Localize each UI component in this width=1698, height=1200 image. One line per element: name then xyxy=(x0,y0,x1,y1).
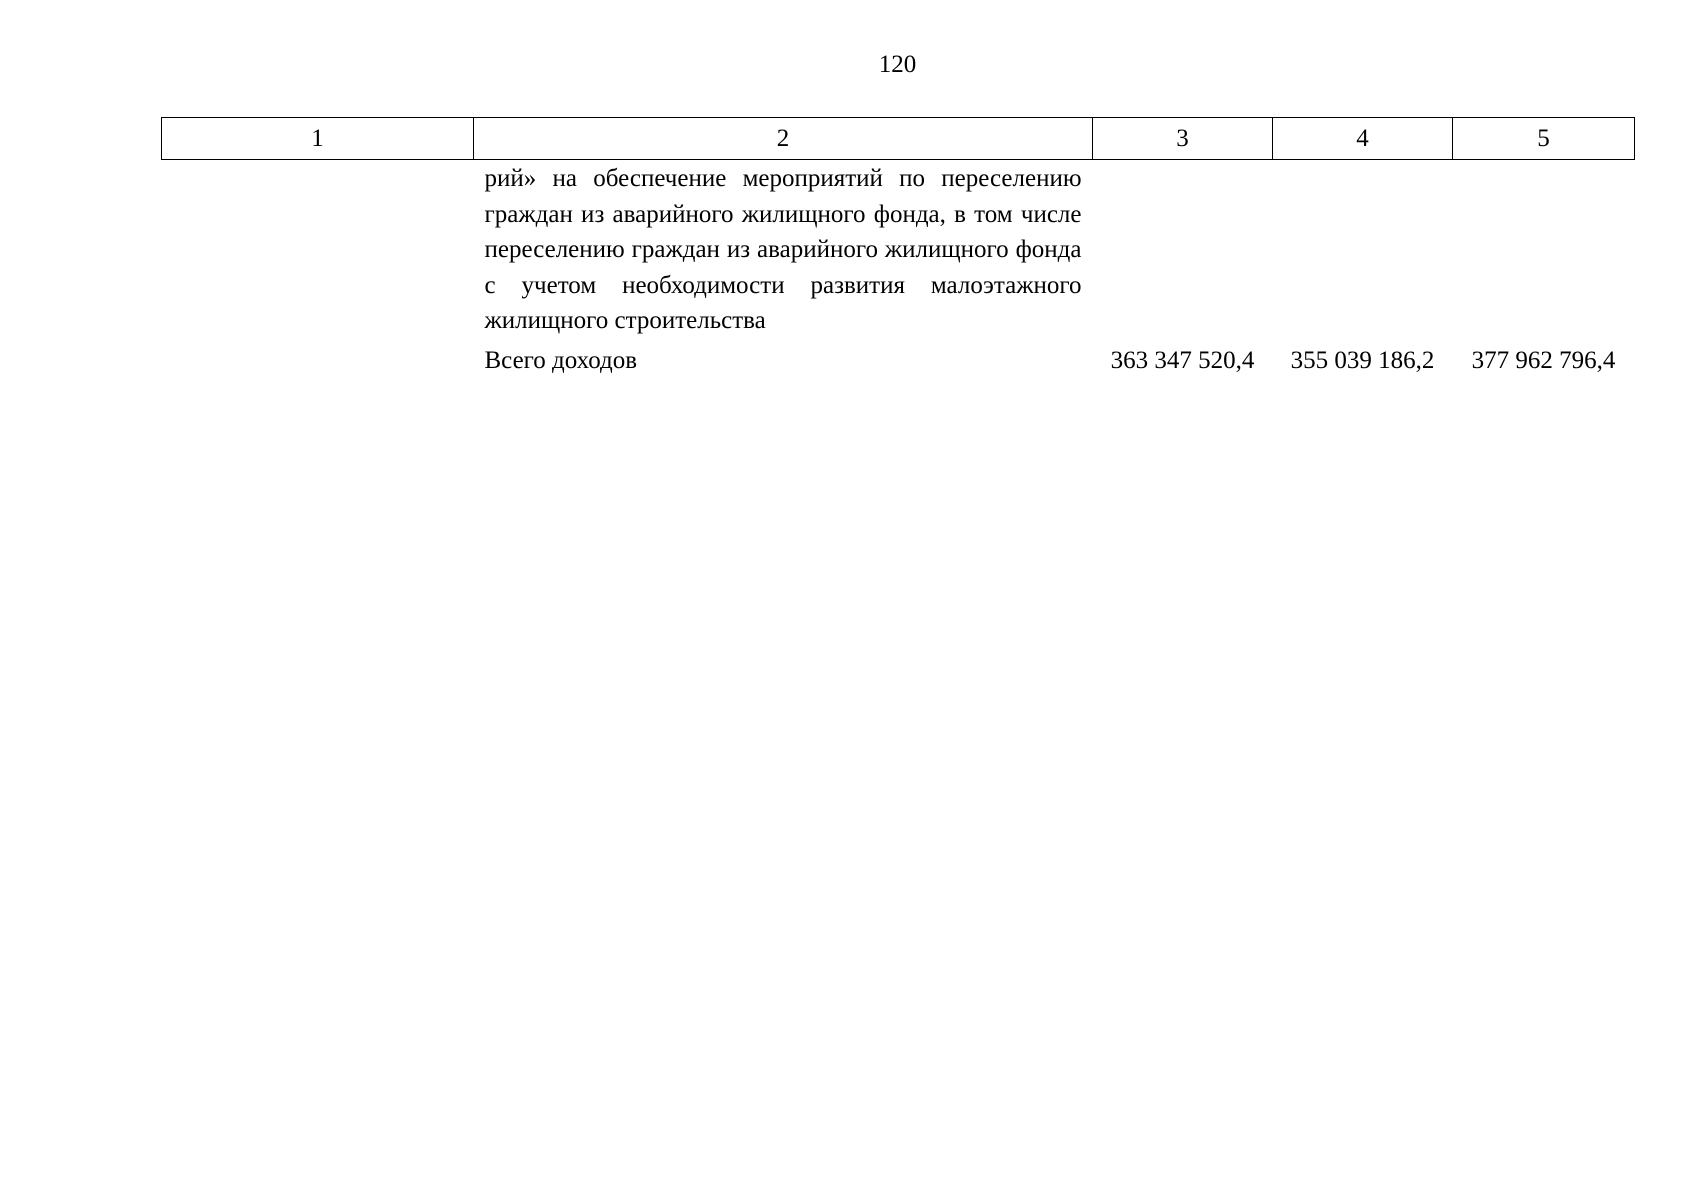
row-value-3 xyxy=(1453,160,1635,346)
column-header-3: 3 xyxy=(1093,118,1273,160)
row-value-2 xyxy=(1273,160,1453,346)
column-header-1: 1 xyxy=(162,118,474,160)
total-value-2: 355 039 186,2 xyxy=(1290,346,1435,374)
column-header-5: 5 xyxy=(1453,118,1635,160)
page-number: 120 xyxy=(878,51,917,78)
total-value-3: 377 962 796,4 xyxy=(1471,346,1616,374)
total-code xyxy=(162,346,474,376)
total-row xyxy=(162,346,1635,376)
column-header-4: 4 xyxy=(1273,118,1453,160)
total-value-1: 363 347 520,4 xyxy=(1110,346,1255,374)
table-header-row xyxy=(162,118,1635,160)
total-label: Всего доходов xyxy=(484,346,638,374)
row-code xyxy=(162,160,474,346)
row-value-1 xyxy=(1093,160,1273,346)
budget-table xyxy=(161,117,1635,376)
table-row xyxy=(162,160,1635,346)
row-description: рий» на обеспечение мероприятий по переселению граждан из аварийного жилищного фонда, в том числе переселению граждан из аварийного жилищного фонда с учетом необходимости развития малоэтажного жилищного строительства xyxy=(484,165,1082,334)
column-header-2: 2 xyxy=(474,118,1093,160)
